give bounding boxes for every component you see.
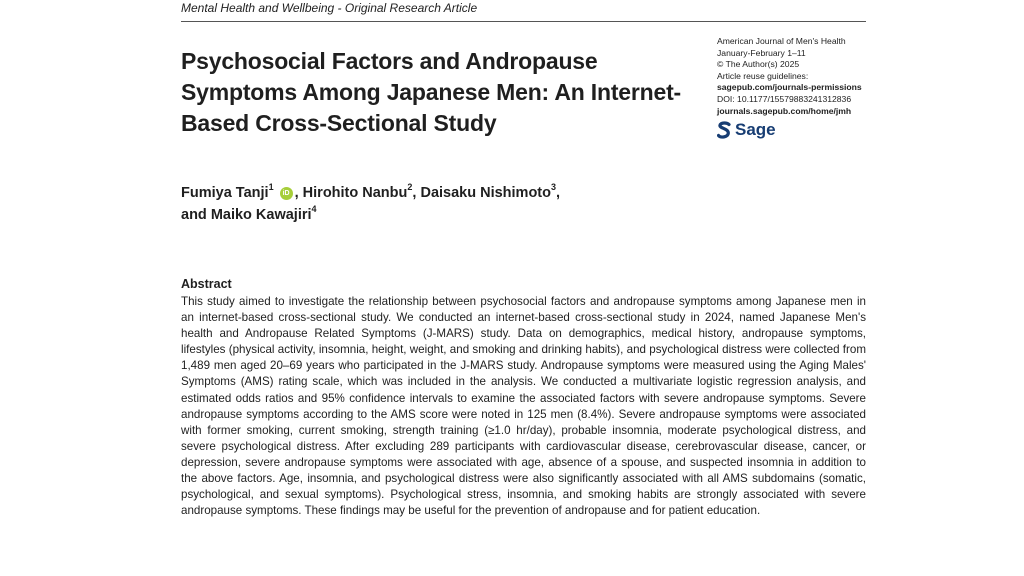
journal-meta xyxy=(717,36,877,117)
reuse-link[interactable]: sagepub.com/journals-permissions xyxy=(717,82,862,93)
author-name: Maiko Kawajiri xyxy=(210,207,312,223)
article-title: Psychosocial Factors and Andropause Symptoms Among Japanese Men: An Internet-Based Cross-Sectional Study xyxy=(181,48,682,136)
orcid-icon[interactable]: iD xyxy=(280,187,293,200)
author-separator: , xyxy=(556,185,561,201)
author-name: Fumiya Tanji xyxy=(181,185,269,201)
author-affiliation: 2 xyxy=(407,182,413,193)
copyright: © The Author(s) 2025 xyxy=(717,59,800,70)
abstract-body: This study aimed to investigate the relationship between psychosocial factors and andropause symptoms among Japanese men in an internet-based cross-sectional study. We conducted an internet-based cross-sectional study in 2024, named Japanese Men's health and Andropause Related Symptoms (J-MARS) study. Data on demographics, medical history, andropause symptoms, lifestyles (physical activity, insomnia, height, weight, and smoking and drinking habits), and psychological distress were collected from 1,489 men aged 20–69 years who participated in the J-MARS study. Andropause symptoms were measured using the Aging Males' Symptoms (AMS) rating scale, which was included in the analysis. We conducted a multivariate logistic regression analysis, and estimated odds ratios and 95% confidence intervals to examine the associated factors with severe andropause symptoms. Severe andropause symptoms according to the AMS score were noted in 125 men (8.4%). Severe andropause symptoms were associated with former smoking, current smoking, strength training (≥1.0 hr/day), probable insomnia, moderate psychological distress, and severe psychological distress. After excluding 289 participants with cardiovascular disease, cerebrovascular disease, cancer, or depression, severe andropause symptoms were associated with age, absence of a spouse, and suspected insomnia in addition to the above factors. Age, insomnia, and psychological distress were also significantly associated with all AMS subdomains (somatic, psychological, and sexual symptoms). Psychological stress, insomnia, and smoking habits are strongly associated with severe andropause symptoms. These findings may be useful for the prevention of andropause and for patient education. xyxy=(181,295,866,518)
doi[interactable]: DOI: 10.1177/15579883241312836 xyxy=(717,93,852,104)
sage-s-icon xyxy=(717,121,731,139)
author-separator: , xyxy=(294,185,303,201)
author-affiliation: 1 xyxy=(268,182,274,193)
section-label: Mental Health and Wellbeing - Original Research Article xyxy=(181,1,478,15)
author-separator: , xyxy=(412,185,421,201)
author-separator: and xyxy=(181,207,211,223)
author-name: Daisaku Nishimoto xyxy=(420,185,551,201)
journal-issue: January-February 1–11 xyxy=(717,47,806,58)
abstract-heading: Abstract xyxy=(181,277,232,291)
journal-name: American Journal of Men's Health xyxy=(717,36,846,46)
header-divider xyxy=(181,21,866,22)
journal-link[interactable]: journals.sagepub.com/home/jmh xyxy=(717,105,852,116)
sage-wordmark: Sage xyxy=(735,120,776,139)
author-name: Hirohito Nanbu xyxy=(302,185,408,201)
author-affiliation: 4 xyxy=(311,204,317,215)
sage-logo xyxy=(717,121,776,139)
author-list xyxy=(181,182,681,226)
author-affiliation: 3 xyxy=(551,182,557,193)
reuse-label: Article reuse guidelines: xyxy=(717,70,809,81)
